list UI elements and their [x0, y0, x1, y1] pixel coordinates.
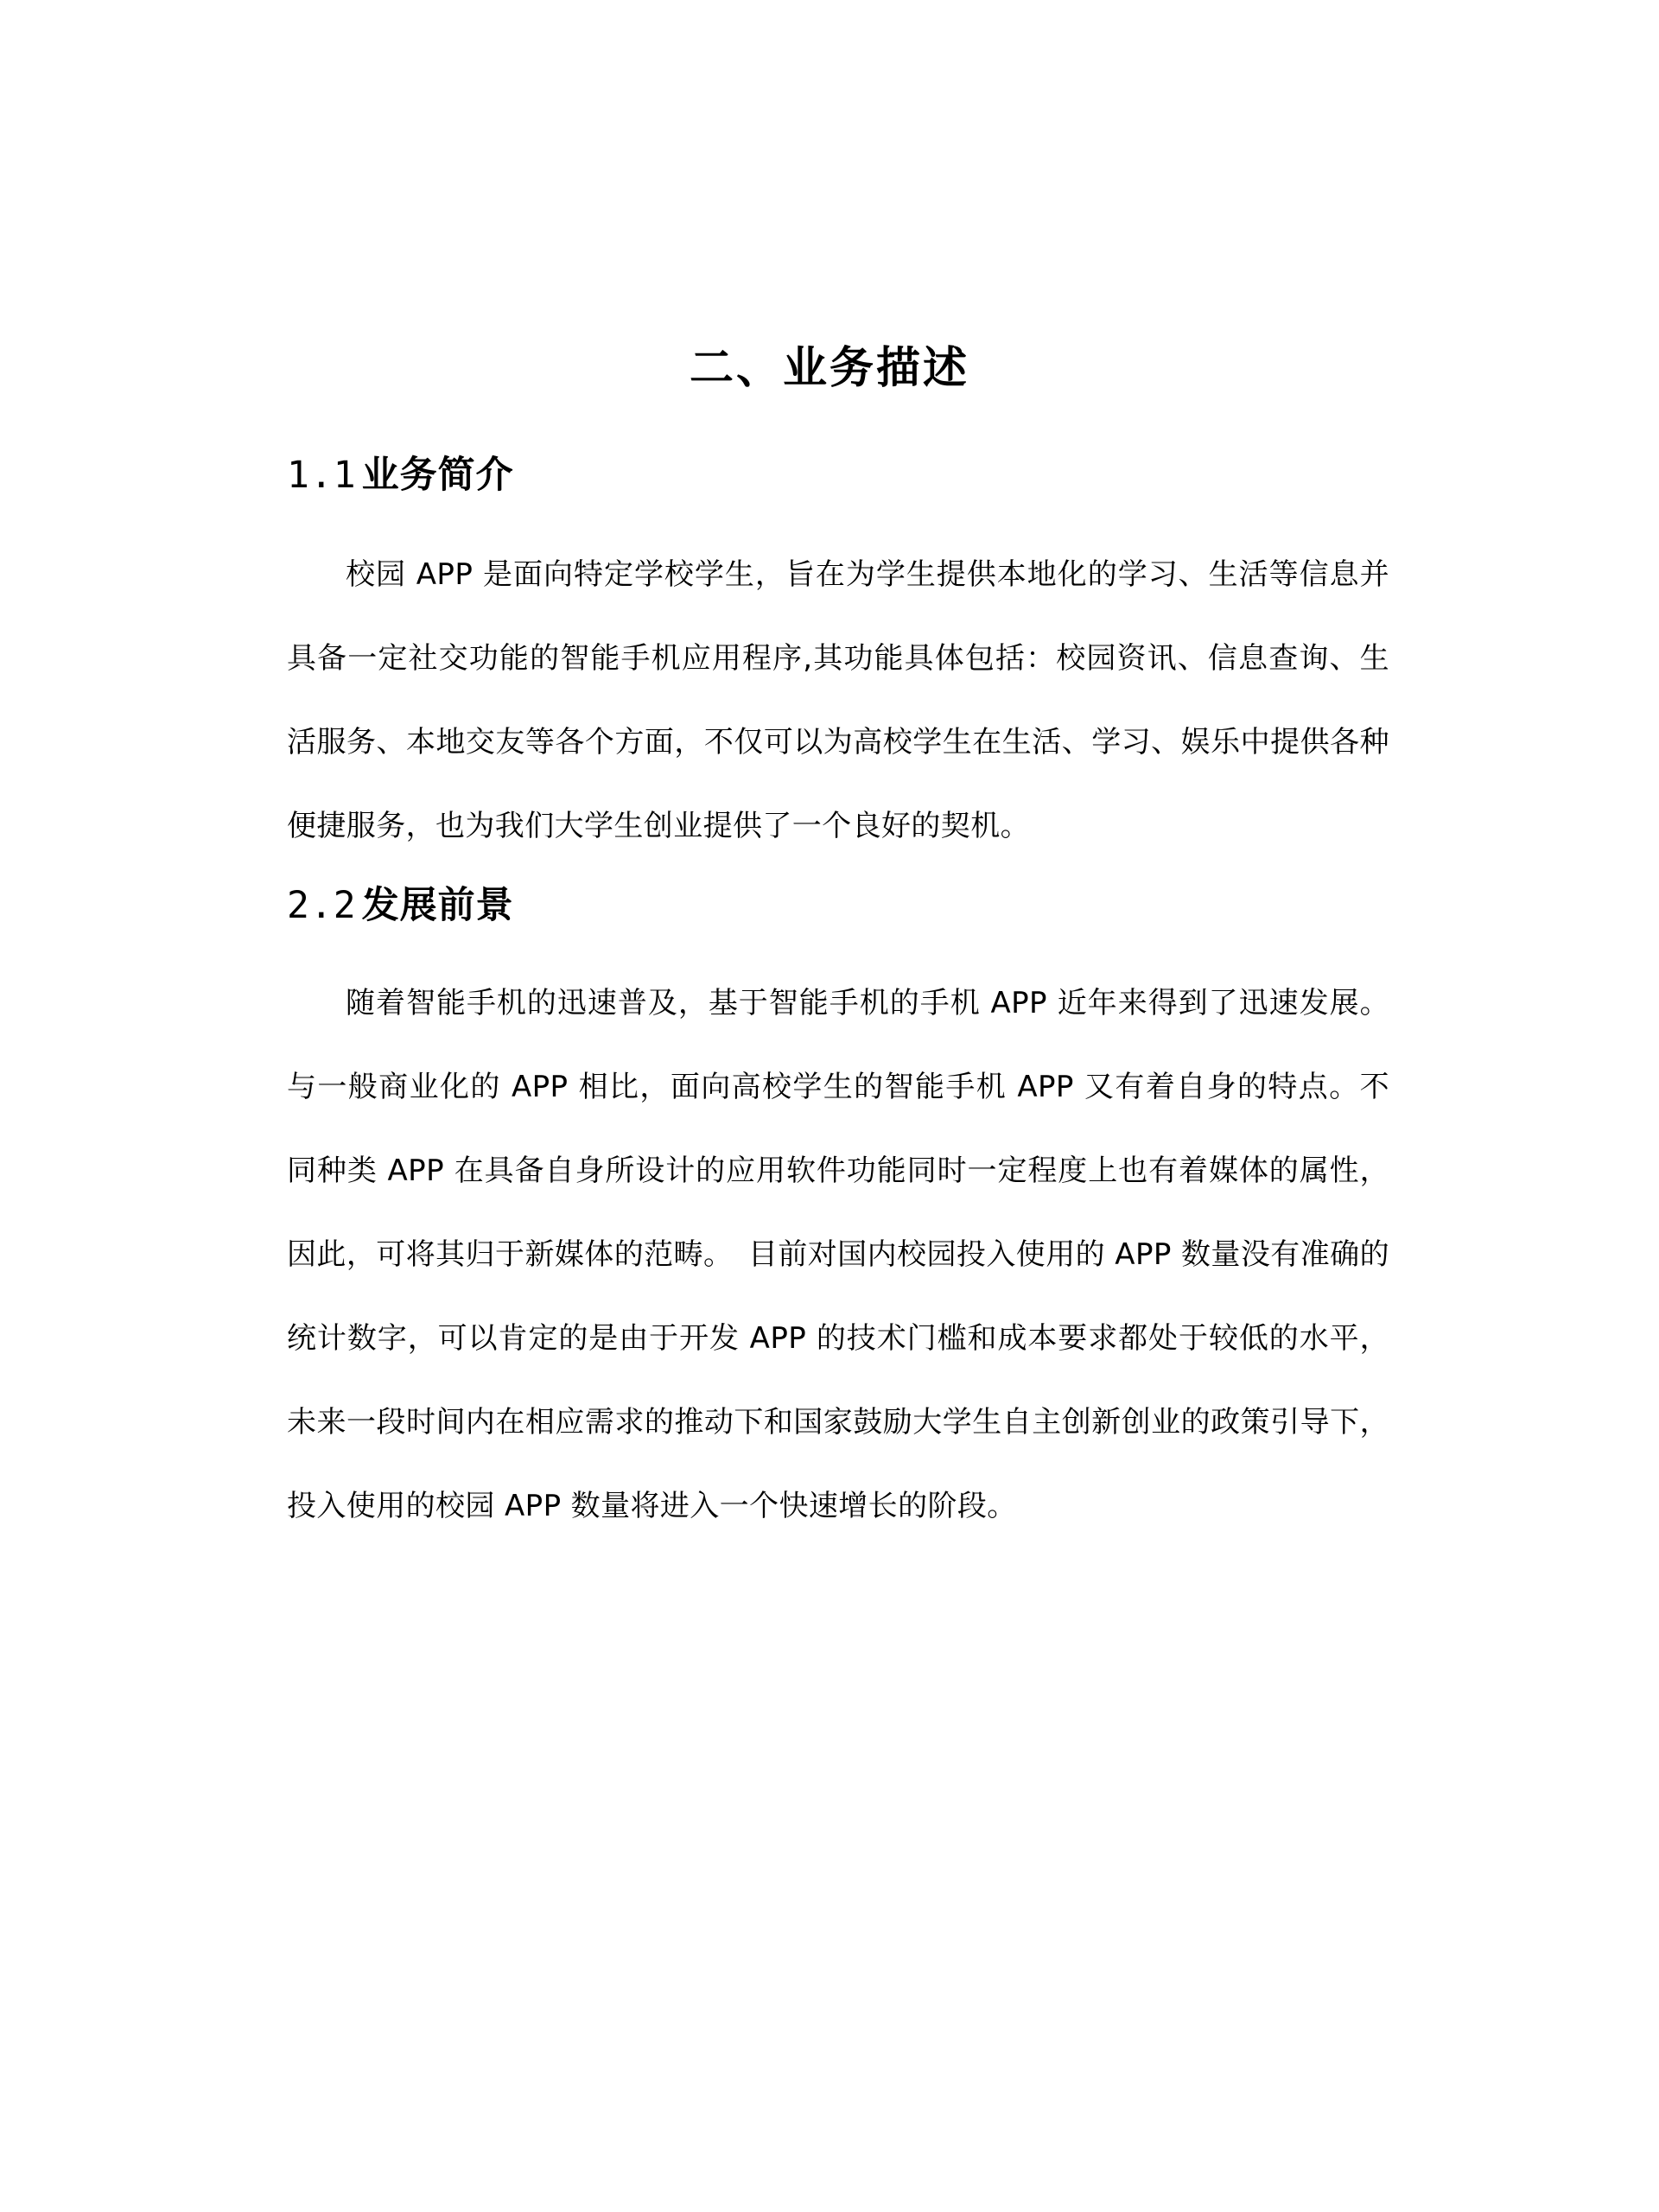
section-heading-business-intro — [287, 449, 514, 501]
section-title: 发展前景 — [361, 884, 514, 927]
chapter-title: 二、业务描述 — [689, 343, 969, 395]
section-paragraph-business-intro: 校园 APP 是面向特定学校学生，旨在为学生提供本地化的学习、生活等信息并具备一定社交功能的智能手机应用程序,其功能具体包括：校园资讯、信息查询、生活服务、本地交友等各个方面，不仅可以为高校学生在生活、学习、娱乐中提供各种便捷服务，也为我们大学生创业提供了一个良好的契机。 — [287, 557, 1389, 843]
section-heading-development-prospects — [287, 880, 514, 931]
section-number: 2.2 — [287, 884, 357, 927]
section-paragraph-development-prospects: 随着智能手机的迅速普及，基于智能手机的手机 APP 近年来得到了迅速发展。与一般商业化的 APP 相比，面向高校学生的智能手机 APP 又有着自身的特点。不同种类 APP 在具备自身所设计的应用软件功能同时一定程度上也有着媒体的属性，因此，可将其归于新媒体的范畴。 目前对国内校园投入使用的 APP 数量没有准确的统计数字，可以肯定的是由于开发 APP 的技术门槛和成本要求都处于较低的水平，未来一段时间内在相应需求的推动下和国家鼓励大学生自主创新创业的政策引导下，投入使用的校园 APP 数量将进入一个快速增长的阶段。 — [287, 986, 1389, 1523]
section-title: 业务简介 — [361, 454, 514, 497]
section-number: 1.1 — [287, 454, 357, 497]
